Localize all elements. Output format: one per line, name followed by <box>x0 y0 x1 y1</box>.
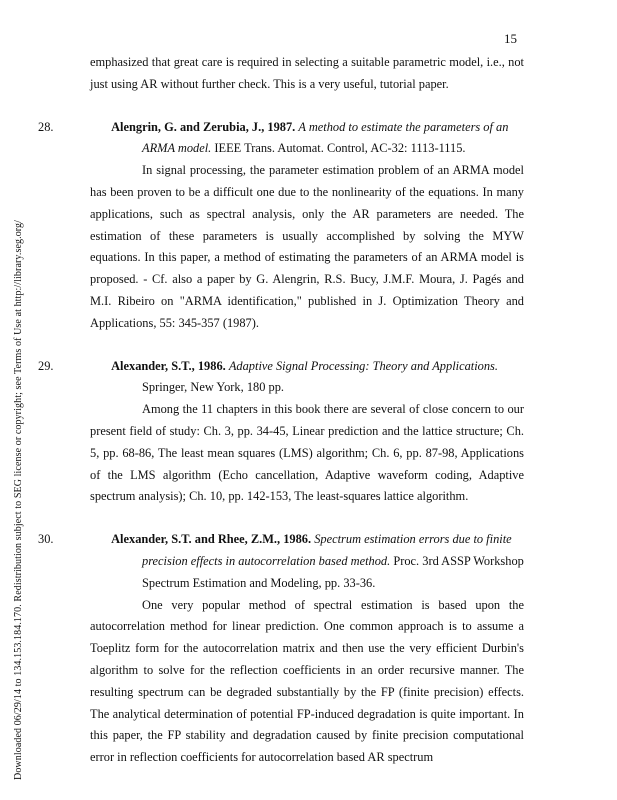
entry-heading <box>38 117 524 161</box>
page-number: 15 <box>504 31 517 46</box>
entry-authors: Alengrin, G. and Zerubia, J., 1987. <box>111 119 296 134</box>
entry-source: Springer, New York, 180 pp. <box>142 380 284 395</box>
bibliography-entry-28 <box>38 117 524 335</box>
bibliography-entry-30 <box>38 529 524 769</box>
bibliography-entry-29 <box>38 356 524 509</box>
entry-title: Adaptive Signal Processing: Theory and Applications. <box>228 358 498 373</box>
entry-heading <box>38 529 524 594</box>
entry-authors: Alexander, S.T., 1986. <box>111 358 226 373</box>
entry-heading <box>38 356 524 400</box>
entry-title: Spectrum estimation errors due to finite precision effects in autocorrelation based method. <box>142 532 512 568</box>
entry-number: 29. <box>38 358 54 373</box>
download-notice: Downloaded 06/29/14 to 134.153.184.170. Redistribution subject to SEG license or copyright; see Terms of Use at http://library.seg.org/ <box>13 219 24 780</box>
entry-authors: Alexander, S.T. and Rhee, Z.M., 1986. <box>111 532 312 547</box>
page-body <box>38 52 524 769</box>
entry-summary: One very popular method of spectral estimation is based upon the autocorrelation method for linear prediction. One common approach is to assume a Toeplitz form for the autocorrelation matrix and then use the very efficient Durbin's algorithm to solve for the reflection coefficients in an order recursive manner. The resulting spectrum can be degraded substantially by the FP (finite precision) effects. The analytical determination of potential FP-induced degradation is quite important. In this paper, the FP stability and degradation caused by finite precision computational error in reflection coefficients for autocorrelation based AR spectrum <box>90 597 524 765</box>
entry-source: IEEE Trans. Automat. Control, AC-32: 1113-1115. <box>214 141 466 156</box>
entry-summary: Among the 11 chapters in this book there are several of close concern to our present field of study: Ch. 3, pp. 34-45, Linear prediction and the lattice structure; Ch. 5, pp. 68-86, The least mean squares (LMS) algorithm; Ch. 6, pp. 87-98, Applications of the LMS algorithm (Echo cancellation, Adaptive waveform coding, Adaptive spectrum analysis); Ch. 10, pp. 142-153, The least-squares lattice algorithm. <box>90 402 524 504</box>
entry-summary: In signal processing, the parameter estimation problem of an ARMA model has been proven to be a difficult one due to the nonlinearity of the equations. In many applications, such as spectral analysis, only the AR parameters are needed. The estimation of these parameters is usually accomplished by solving the MYW equations. In this paper, a method of estimating the parameters of an ARMA model is proposed. - Cf. also a paper by G. Alengrin, R.S. Bucy, J.M.F. Moura, J. Pagés and M.I. Ribeiro on "ARMA identification," published in J. Optimization Theory and Applications, 55: 345-357 (1987). <box>90 163 524 330</box>
entry-number: 30. <box>38 532 54 547</box>
entry-number: 28. <box>38 119 54 134</box>
entry-source: Proc. 3rd ASSP Workshop Spectrum Estimation and Modeling, pp. 33-36. <box>142 553 524 590</box>
intro-paragraph: emphasized that great care is required in selecting a suitable parametric model, i.e., not just using AR without further check. This is a very useful, tutorial paper. <box>90 55 524 91</box>
entry-title: A method to estimate the parameters of an ARMA model. <box>142 119 509 156</box>
